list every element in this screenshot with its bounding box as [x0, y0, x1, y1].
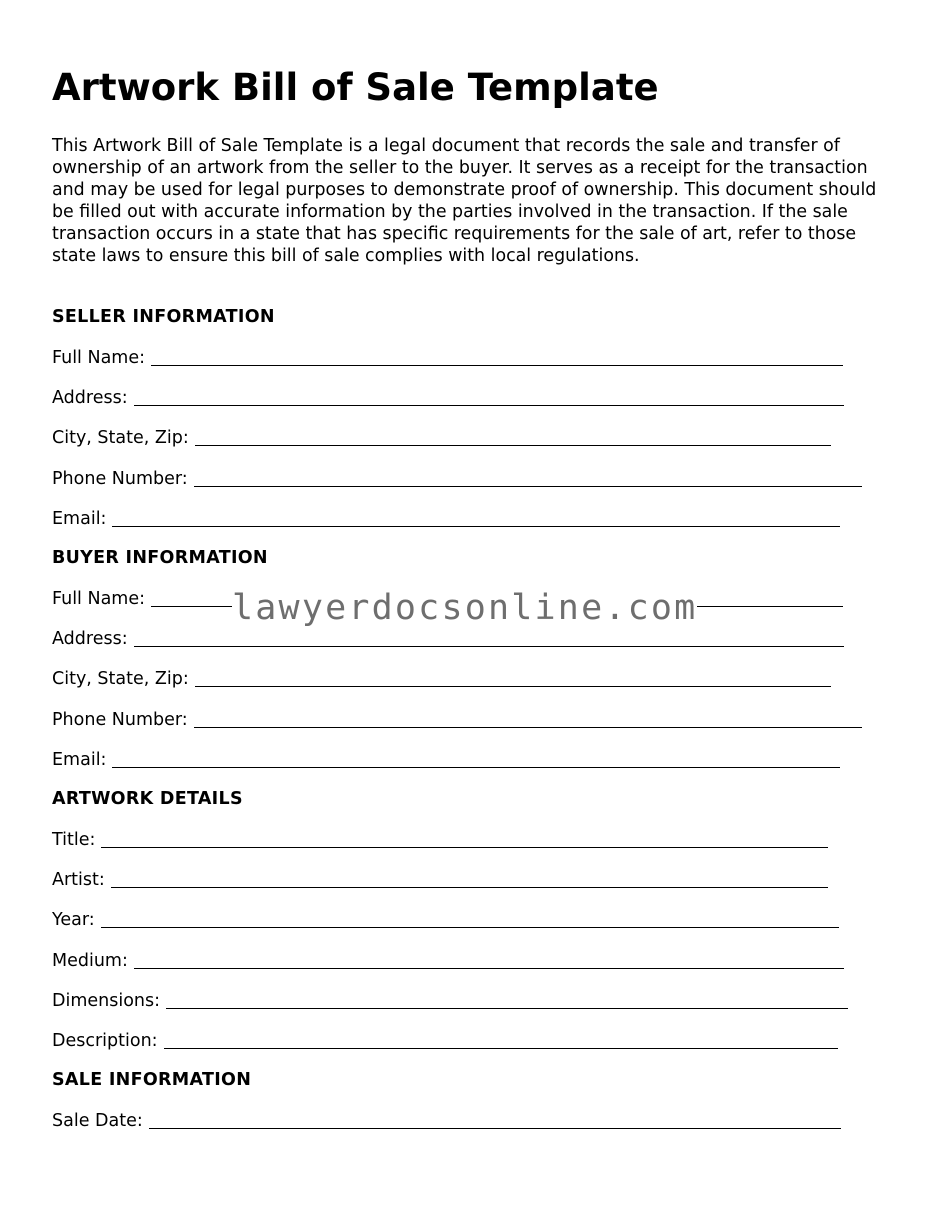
artwork-year-field[interactable] — [52, 905, 839, 931]
artwork-title-line[interactable] — [101, 847, 828, 848]
buyer-address-line[interactable] — [134, 646, 844, 647]
seller-address-label: Address: — [52, 388, 128, 408]
seller-phone-line[interactable] — [194, 486, 862, 487]
watermark-text: lawyerdocsonline.com — [232, 588, 698, 628]
artwork-medium-line[interactable] — [134, 968, 844, 969]
buyer-email-line[interactable] — [112, 767, 840, 768]
buyer-section-heading: BUYER INFORMATION — [52, 548, 268, 568]
buyer-city-state-zip-field[interactable] — [52, 664, 831, 690]
seller-email-label: Email: — [52, 509, 107, 529]
seller-city-state-zip-field[interactable] — [52, 423, 831, 449]
artwork-year-label: Year: — [52, 910, 95, 930]
artwork-dimensions-label: Dimensions: — [52, 991, 161, 1011]
artwork-title-field[interactable] — [52, 825, 828, 851]
buyer-city-state-zip-line[interactable] — [195, 686, 831, 687]
seller-full-name-label: Full Name: — [52, 348, 146, 368]
buyer-email-label: Email: — [52, 750, 107, 770]
buyer-phone-line[interactable] — [194, 727, 862, 728]
seller-full-name-field[interactable] — [52, 343, 843, 369]
buyer-email-field[interactable] — [52, 745, 840, 771]
buyer-phone-label: Phone Number: — [52, 710, 188, 730]
page-title: Artwork Bill of Sale Template — [52, 66, 659, 109]
artwork-medium-field[interactable] — [52, 946, 844, 972]
seller-section-heading: SELLER INFORMATION — [52, 307, 275, 327]
intro-paragraph: This Artwork Bill of Sale Template is a legal document that records the sale and transfer of ownership of an artwork from the seller to the buyer. It serves as a receipt for the transaction and may be used for legal purposes to demonstrate proof of ownership. This document should be filled out with accurate information by the parties involved in the transaction. If the sale transaction occurs in a state that has specific requirements for the sale of art, refer to those state laws to ensure this bill of sale complies with local regulations. — [52, 136, 877, 266]
buyer-phone-field[interactable] — [52, 705, 862, 731]
artwork-description-label: Description: — [52, 1031, 158, 1051]
artwork-artist-line[interactable] — [111, 887, 828, 888]
seller-phone-label: Phone Number: — [52, 469, 188, 489]
artwork-medium-label: Medium: — [52, 951, 128, 971]
artwork-section-heading: ARTWORK DETAILS — [52, 789, 243, 809]
seller-full-name-line[interactable] — [151, 365, 843, 366]
seller-address-field[interactable] — [52, 383, 844, 409]
artwork-artist-field[interactable] — [52, 865, 828, 891]
buyer-address-label: Address: — [52, 629, 128, 649]
artwork-artist-label: Artist: — [52, 870, 105, 890]
artwork-description-line[interactable] — [164, 1048, 838, 1049]
sale-date-label: Sale Date: — [52, 1111, 143, 1131]
artwork-description-field[interactable] — [52, 1026, 838, 1052]
seller-address-line[interactable] — [134, 405, 844, 406]
artwork-title-label: Title: — [52, 830, 96, 850]
artwork-year-line[interactable] — [101, 927, 839, 928]
buyer-full-name-label: Full Name: — [52, 589, 146, 609]
sale-section-heading: SALE INFORMATION — [52, 1070, 252, 1090]
seller-city-state-zip-label: City, State, Zip: — [52, 428, 189, 448]
seller-email-line[interactable] — [112, 526, 840, 527]
seller-email-field[interactable] — [52, 504, 840, 530]
artwork-dimensions-line[interactable] — [166, 1008, 848, 1009]
seller-city-state-zip-line[interactable] — [195, 445, 831, 446]
sale-date-field[interactable] — [52, 1106, 841, 1132]
artwork-dimensions-field[interactable] — [52, 986, 848, 1012]
buyer-city-state-zip-label: City, State, Zip: — [52, 669, 189, 689]
sale-date-line[interactable] — [149, 1128, 841, 1129]
seller-phone-field[interactable] — [52, 464, 862, 490]
